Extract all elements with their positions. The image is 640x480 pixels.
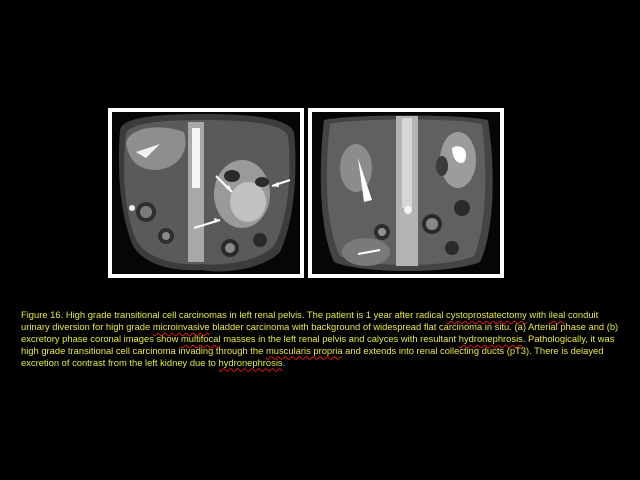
ct-excretory-phase-coronal-scan-icon <box>312 112 500 274</box>
caption-flagged-word: hydronephrosis <box>458 332 523 344</box>
caption-text: and extends into renal collecting ducts (pT3). There is delayed excretion of contrast from the left kidney due to <box>21 344 604 368</box>
caption-flagged-word: cystoprostatectomy <box>446 309 527 320</box>
ct-image-excretory-phase <box>308 108 504 278</box>
caption-text: Figure 16. High grade transitional cell carcinomas in left renal pelvis. The patient is 1 year after radical <box>21 309 447 320</box>
caption-text: bladder carcinoma with background of widespread flat carcinoma in situ. (a) Arterial phase and (b) excretory phase coronal images show <box>21 320 619 344</box>
caption-flagged-word: ileal <box>548 309 566 320</box>
caption-text: . Pathologically, it was high grade transitional cell carcinoma invading through the <box>21 332 615 356</box>
ct-arterial-phase-coronal-scan-icon <box>112 112 300 274</box>
caption-text: masses in the left renal pelvis and calyces with resultant <box>220 332 459 344</box>
caption-flagged-word: microinvasive <box>152 320 210 332</box>
ct-image-arterial-phase <box>108 108 304 278</box>
caption-text: . <box>282 356 286 368</box>
caption-text: with <box>526 309 549 320</box>
caption-flagged-word: multifocal <box>180 332 221 344</box>
caption-flagged-word: hydronephrosis <box>218 356 283 368</box>
figure-caption <box>21 309 621 369</box>
caption-flagged-word: muscularis propria <box>265 344 343 356</box>
caption-text: conduit urinary diversion for high grade <box>21 309 599 332</box>
